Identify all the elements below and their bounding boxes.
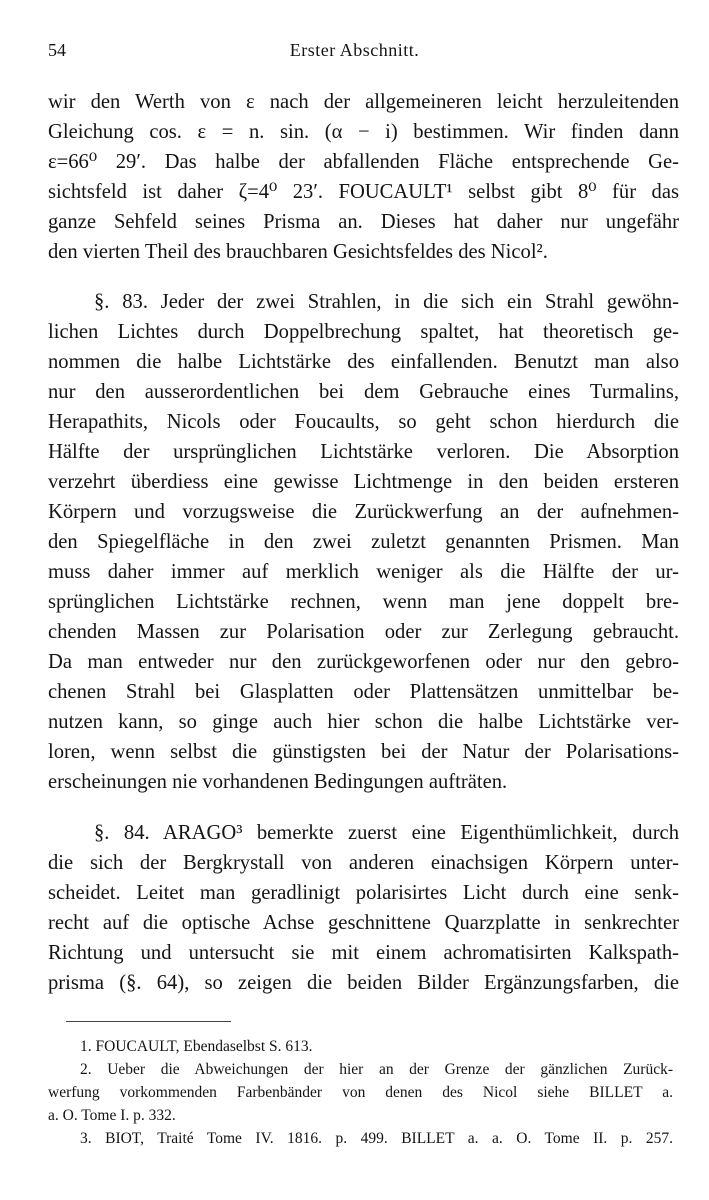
footnote-1: 1. FOUCAULT, Ebendaselbst S. 613. [80, 1038, 313, 1055]
text-line: Körpern und vorzugsweise die Zurückwerfung an der aufnehmen- [48, 501, 679, 523]
text-line: scheidet. Leitet man geradlinigt polarisirtes Licht durch eine senk- [48, 882, 679, 904]
footnote-divider [66, 1021, 231, 1022]
text-line: Gleichung cos. ε = n. sin. (α − i) bestimmen. Wir finden dann [48, 121, 679, 143]
text-line: erscheinungen nie vorhandenen Bedingungen aufträten. [48, 771, 508, 793]
text-line: prisma (§. 64), so zeigen die beiden Bilder Ergänzungsfarben, die [48, 972, 679, 994]
text-line: Richtung und untersucht sie mit einem achromatisirten Kalkspath- [48, 942, 679, 964]
paragraph-continuation [48, 87, 679, 267]
footnote-2-end: a. O. Tome I. p. 332. [48, 1107, 176, 1124]
text-line: verzehrt überdiess eine gewisse Lichtmenge in den beiden ersteren [48, 471, 679, 493]
text-line: recht auf die optische Achse geschnittene Quarzplatte in senkrechter [48, 912, 679, 934]
text-line: chenen Strahl bei Glasplatten oder Plattensätzen unmittelbar be- [48, 681, 679, 703]
text-line: Herapathits, Nicols oder Foucaults, so geht schon hierdurch die [48, 411, 679, 433]
text-line: wir den Werth von ε nach der allgemeineren leicht herzuleitenden [48, 91, 679, 113]
text-line: sichtsfeld ist daher ζ=4⁰ 23′. FOUCAULT¹ selbst gibt 8⁰ für das [48, 181, 679, 203]
text-line: Da man entweder nur den zurückgeworfenen oder nur den gebro- [48, 651, 679, 673]
text-line: nutzen kann, so ginge auch hier schon die halbe Lichtstärke ver- [48, 711, 679, 733]
text-line: ε=66⁰ 29′. Das halbe der abfallenden Fläche entsprechende Ge- [48, 151, 679, 173]
page-header [48, 40, 661, 66]
text-line: nommen die halbe Lichtstärke des einfallenden. Benutzt man also [48, 351, 679, 373]
text-line: Hälfte der ursprünglichen Lichtstärke verloren. Die Absorption [48, 441, 679, 463]
text-line: nur den ausserordentlichen bei dem Gebrauche eines Turmalins, [48, 381, 679, 403]
text-line: ganze Sehfeld seines Prisma an. Dieses hat daher nur ungefähr [48, 211, 679, 233]
footnote-2: 2. Ueber die Abweichungen der hier an der Grenze der gänzlichen Zurück- [80, 1061, 673, 1078]
page-number: 54 [48, 40, 66, 60]
text-line: die sich der Bergkrystall von anderen einachsigen Körpern unter- [48, 852, 679, 874]
text-line: §. 84. ARAGO³ bemerkte zuerst eine Eigenthümlichkeit, durch [94, 822, 679, 844]
paragraph-section-83 [48, 287, 679, 797]
text-line: chenden Massen zur Polarisation oder zur Zerlegung gebraucht. [48, 621, 679, 643]
text-line: loren, wenn selbst die günstigsten bei der Natur der Polarisations- [48, 741, 679, 763]
footnote-3: 3. BIOT, Traité Tome IV. 1816. p. 499. BILLET a. a. O. Tome II. p. 257. [80, 1130, 673, 1147]
footnote-2-continued: werfung vorkommenden Farbenbänder von denen des Nicol siehe BILLET a. [48, 1084, 673, 1101]
text-line: lichen Lichtes durch Doppelbrechung spaltet, hat theoretisch ge- [48, 321, 679, 343]
running-title: Erster Abschnitt. [289, 40, 420, 60]
paragraph-section-84 [48, 818, 679, 998]
text-line: den vierten Theil des brauchbaren Gesichtsfeldes des Nicol². [48, 241, 548, 263]
text-line: den Spiegelfläche in den zwei zuletzt genannten Prismen. Man [48, 531, 679, 553]
text-line: muss daher immer auf merklich weniger als die Hälfte der ur- [48, 561, 679, 583]
footnotes [48, 1035, 673, 1150]
text-line: sprünglichen Lichtstärke rechnen, wenn man jene doppelt bre- [48, 591, 679, 613]
text-line: §. 83. Jeder der zwei Strahlen, in die sich ein Strahl gewöhn- [94, 291, 679, 313]
